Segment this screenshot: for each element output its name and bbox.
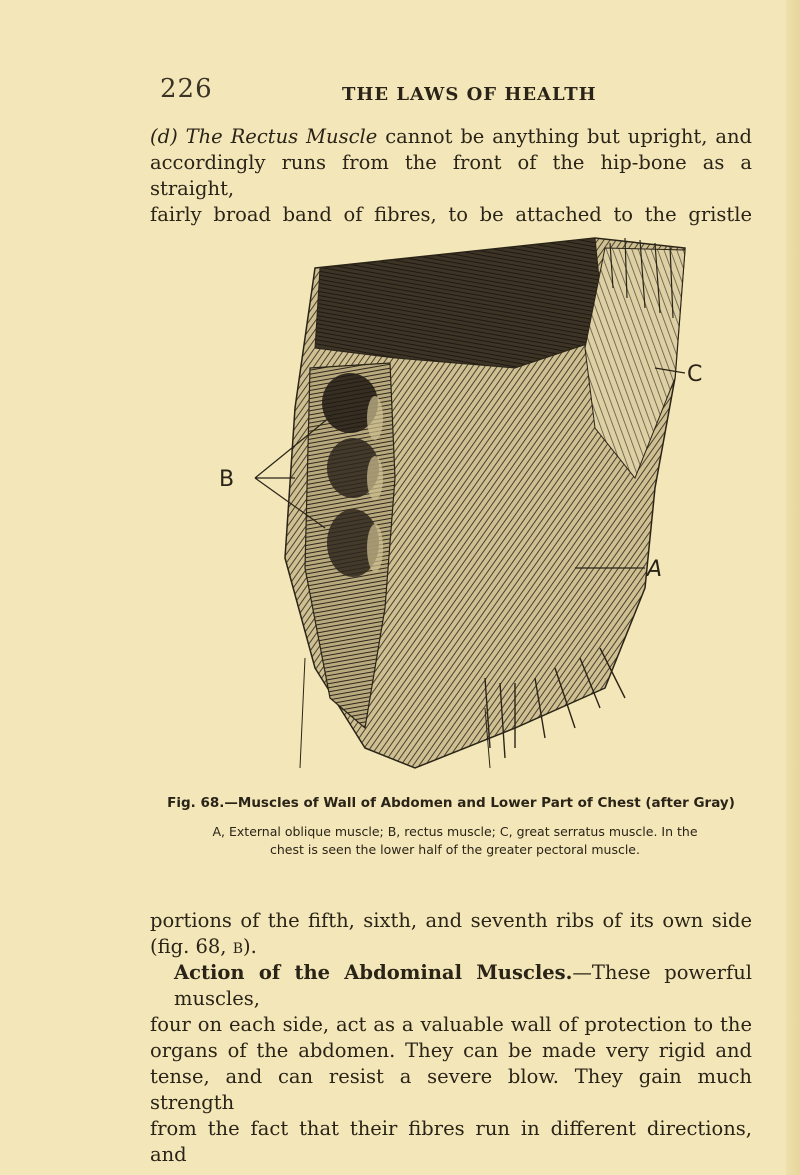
paragraph-line	[150, 960, 752, 1012]
text-run: (fig. 68,	[150, 935, 227, 958]
item-label: (d)	[150, 125, 178, 148]
figure-legend	[160, 823, 750, 859]
label-b: B	[219, 467, 235, 492]
paragraph-abdominal-action	[150, 960, 752, 1168]
paragraph-continuation	[150, 908, 752, 960]
paragraph-line	[150, 124, 752, 150]
paragraph-rectus-muscle	[150, 124, 752, 228]
pectoral-shape	[315, 238, 605, 368]
rectus-highlight	[367, 456, 383, 500]
label-c: C	[687, 362, 703, 387]
muscle-illustration	[215, 228, 735, 788]
paragraph-line: four on each side, act as a valuable wall of protection to the	[150, 1013, 752, 1036]
legend-line	[160, 823, 750, 841]
section-heading: Action of the Abdominal Muscles.	[174, 961, 573, 984]
paragraph-line: accordingly runs from the front of the hip-bone as a straight,	[150, 151, 752, 200]
text-run: cannot be anything but upright, and	[385, 125, 753, 148]
paragraph-line: from the fact that their fibres run in different directions, and	[150, 1117, 752, 1166]
label-a: A	[647, 557, 663, 582]
legend-line: chest is seen the lower half of the greater pectoral muscle.	[270, 842, 640, 857]
paragraph-line: tense, and can resist a severe blow. They gain much strength	[150, 1065, 752, 1114]
running-head: THE LAWS OF HEALTH	[342, 84, 597, 105]
legend-text-a: External oblique muscle;	[229, 824, 384, 839]
legend-key-b: B,	[387, 824, 401, 839]
page-header	[0, 74, 800, 114]
section-title: The Rectus Muscle	[185, 125, 378, 148]
paragraph-line	[150, 934, 752, 960]
paragraph-line: fairly broad band of fibres, to be attached to the gristle	[150, 203, 752, 226]
page-number: 226	[160, 74, 213, 104]
figure-reference: b	[232, 935, 244, 958]
paragraph-line: portions of the fifth, sixth, and seventh ribs of its own side	[150, 909, 752, 932]
rectus-highlight	[367, 524, 383, 572]
text-run: —These powerful muscles,	[174, 961, 752, 1010]
paragraph-line: organs of the abdomen. They can be made very rigid and	[150, 1039, 752, 1062]
figure-abdominal-muscles	[215, 228, 735, 788]
page-edge	[786, 0, 800, 1175]
legend-text-b: rectus muscle;	[404, 824, 496, 839]
legend-key-a: A,	[212, 824, 226, 839]
rectus-highlight	[367, 396, 383, 440]
legend-key-c: C,	[499, 824, 513, 839]
figure-caption: Fig. 68.—Muscles of Wall of Abdomen and Lower Part of Chest (after Gray)	[167, 795, 735, 811]
legend-text-c: great serratus muscle. In the	[516, 824, 698, 839]
text-run: ).	[243, 935, 257, 958]
